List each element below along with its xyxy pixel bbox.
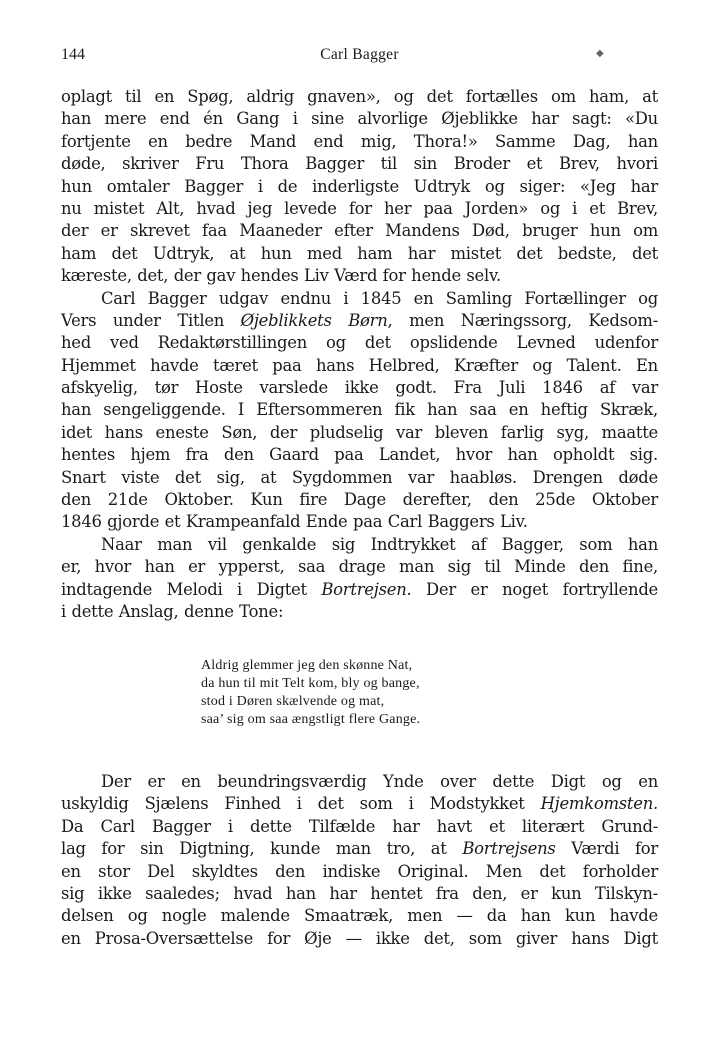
- text-line: der er skrevet faa Maaneder efter Mandens Død, bruger hun om: [61, 221, 658, 241]
- poem-verse: da hun til mit Telt kom, bly og bange,: [201, 676, 420, 691]
- text-line: han sengeliggende. I Eftersommeren fik han saa en heftig Skræk,: [61, 400, 658, 420]
- text-line: oplagt til en Spøg, aldrig gnaven», og det fortælles om ham, at: [61, 87, 658, 106]
- text-line: Snart viste det sig, at Sygdommen var haabløs. Drengen døde: [61, 467, 658, 487]
- book-title: Øjeblikkets Børn: [240, 310, 388, 330]
- main-text-block: [61, 86, 658, 623]
- text-line: Der er en beundringsværdig Ynde over dette Digt og en: [101, 772, 658, 791]
- text-run: , men Næringssorg, Kedsom-: [387, 310, 658, 330]
- text-line: hun omtaler Bagger i de inderligste Udtryk og siger: «Jeg har: [61, 176, 658, 196]
- poem-title: Bortrejsen.: [321, 579, 412, 599]
- text-line: afskyelig, tør Hoste varslede ikke godt. Fra Juli 1846 af var: [61, 378, 658, 398]
- text-line: 1846 gjorde et Krampeanfald Ende paa Carl Baggers Liv.: [61, 512, 528, 532]
- page-header: [61, 46, 658, 66]
- text-run: indtagende Melodi i Digtet: [61, 579, 322, 599]
- poem-verse: Aldrig glemmer jeg den skønne Nat,: [201, 658, 413, 673]
- text-line: [61, 310, 658, 332]
- text-run: Vers under Titlen: [61, 310, 241, 330]
- text-line: døde, skriver Fru Thora Bagger til sin Broder et Brev, hvori: [61, 154, 658, 174]
- main-text-block-continued: [61, 771, 658, 950]
- text-run: Værdi for: [555, 839, 659, 859]
- text-line: Carl Bagger udgav endnu i 1845 en Samling Fortællinger og: [101, 288, 658, 308]
- running-title: Carl Bagger: [320, 46, 399, 63]
- text-line: hed ved Redaktørstillingen og det opslidende Levned udenfor: [61, 333, 658, 353]
- poem-quote: [201, 657, 420, 729]
- text-line: sig ikke saaledes; hvad han har hentet fra den, er kun Tilskyn-: [61, 883, 658, 903]
- page-number: 144: [61, 46, 85, 63]
- text-line: ham det Udtryk, at hun med ham har mistet det bedste, det: [61, 243, 658, 263]
- text-line: idet hans eneste Søn, der pludselig var bleven farlig syg, maatte: [61, 422, 658, 442]
- print-speck: ◆: [596, 48, 604, 59]
- text-line: en Prosa-Oversættelse for Øje — ikke det, som giver hans Digt: [61, 928, 658, 948]
- poem-title: Hjemkomsten.: [540, 794, 658, 814]
- text-line: han mere end én Gang i sine alvorlige Øjeblikke har sagt: «Du: [61, 109, 658, 129]
- text-line: fortjente en bedre Mand end mig, Thora!» Samme Dag, han: [61, 131, 658, 151]
- text-line: nu mistet Alt, hvad jeg levede for her paa Jorden» og i et Brev,: [61, 198, 658, 218]
- text-line: kæreste, det, der gav hendes Liv Værd for hende selv.: [61, 266, 501, 286]
- text-run: uskyldig Sjælens Finhed i det som i Modstykket: [61, 794, 541, 814]
- text-line: Da Carl Bagger i dette Tilfælde har havt et literært Grund-: [61, 816, 658, 836]
- text-line: Hjemmet havde tæret paa hans Helbred, Kræfter og Talent. En: [61, 355, 658, 375]
- text-line: [61, 793, 658, 815]
- text-line: i dette Anslag, denne Tone:: [61, 601, 284, 621]
- text-line: den 21de Oktober. Kun fire Dage derefter, den 25de Oktober: [61, 490, 658, 510]
- text-run: lag for sin Digtning, kunde man tro, at: [61, 839, 463, 859]
- text-line: hentes hjem fra den Gaard paa Landet, hvor han opholdt sig.: [61, 445, 658, 465]
- text-line: er, hvor han er ypperst, saa drage man sig til Minde den fine,: [61, 557, 658, 577]
- poem-title: Bortrejsens: [462, 839, 556, 859]
- text-run: Der er noget fortryllende: [411, 579, 659, 599]
- text-line: en stor Del skyldtes den indiske Original. Men det forholder: [61, 861, 658, 881]
- poem-verse: stod i Døren skælvende og mat,: [201, 694, 385, 709]
- text-line: [61, 579, 658, 601]
- poem-verse: saa’ sig om saa ængstligt flere Gange.: [201, 712, 421, 727]
- text-line: [61, 838, 658, 860]
- text-line: Naar man vil genkalde sig Indtrykket af Bagger, som han: [101, 534, 658, 554]
- text-line: delsen og nogle malende Smaatræk, men — da han kun havde: [61, 906, 658, 926]
